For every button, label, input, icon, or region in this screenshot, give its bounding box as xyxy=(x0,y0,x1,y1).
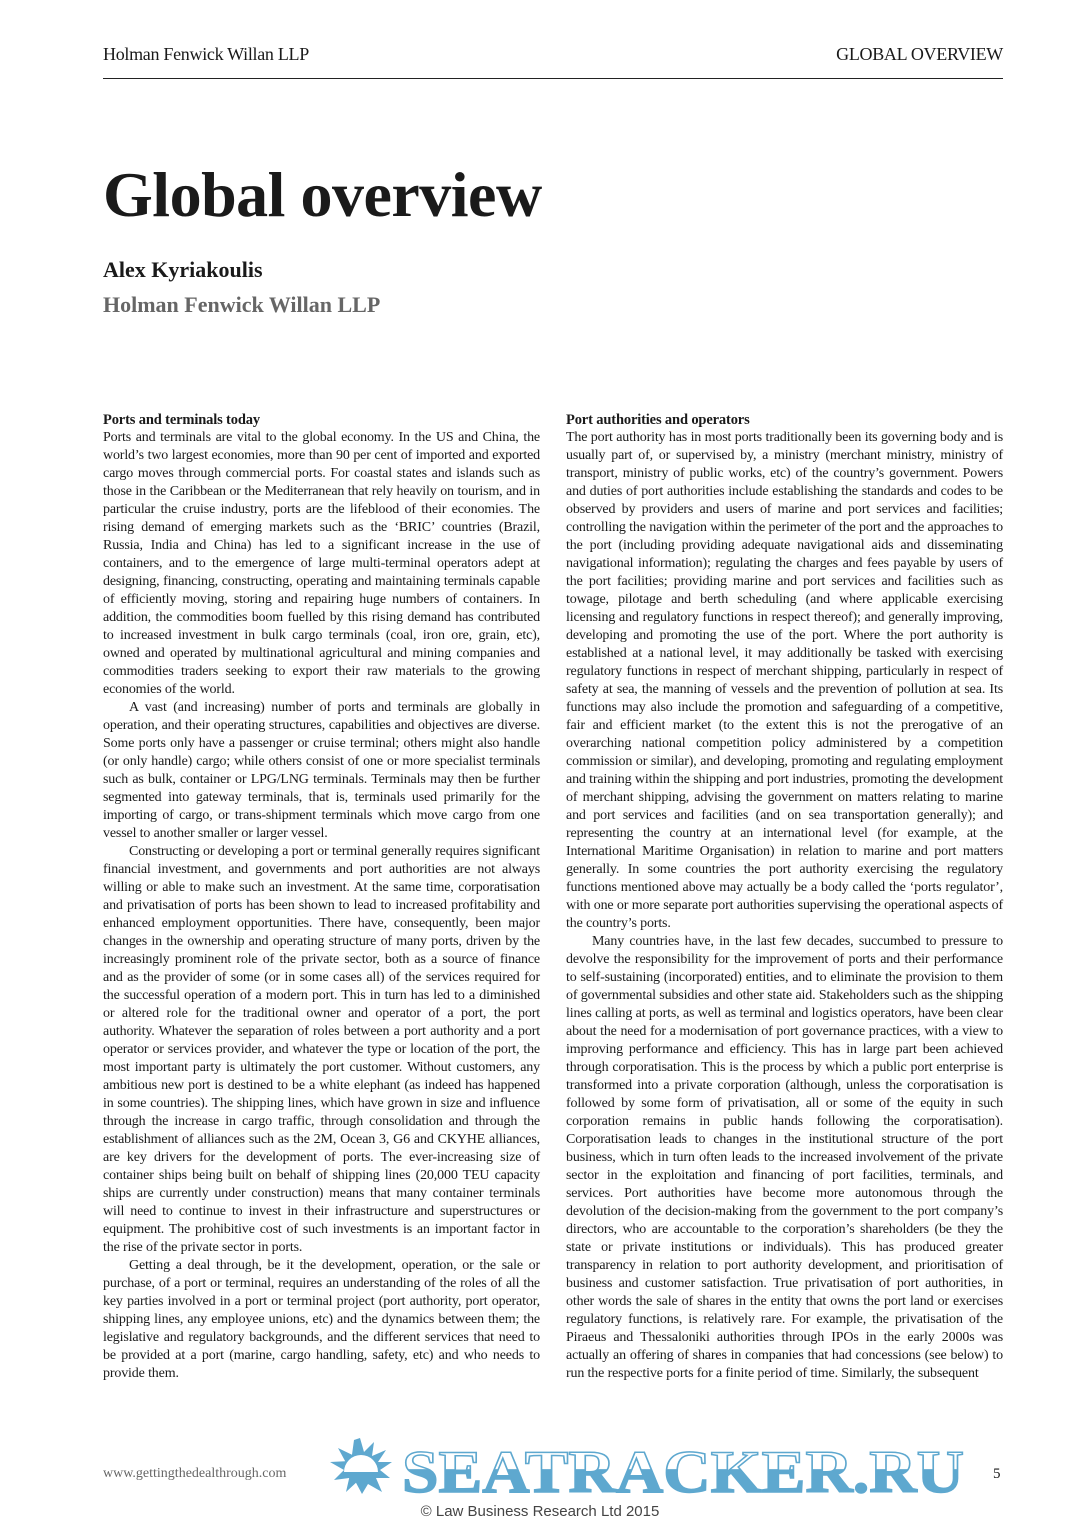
paragraph: Ports and terminals are vital to the global economy. In the US and China, the world’s two largest economies, more than 90 per cent of imported and exported cargo moves through commercial ports. For coastal states and islands such as those in the Caribbean or the Mediterranean that rely heavily on tourism, and in particular the cruise industry, ports are the lifeblood of their economies. The rising demand of emerging markets such as the ‘BRIC’ countries (Brazil, Russia, India and China) has led to a significant increase in the use of containers, and to the emergence of large multi-terminal operators adept at designing, financing, constructing, operating and maintaining terminals capable of efficiently moving, storing and repairing huge numbers of containers. In addition, the commodities boom fuelled by this rising demand has contributed to increased investment in bulk cargo terminals (coal, iron ore, grain, etc), owned and operated by multinational agricultural and mining companies and commodities traders seeking to export their raw materials to the growing economies of the world. xyxy=(103,430,540,697)
copyright: © Law Business Research Ltd 2015 xyxy=(420,1503,660,1520)
paragraph: Constructing or developing a port or terminal generally requires significant financial investment, and governments and port authorities are not always willing or able to make such an investment. At the same time, corporatisation and privatisation of ports has been shown to lead to increased profitability and enhanced employment opportunities. There have, consequently, been major changes in the ownership and operating structure of many ports, driven by the increasingly prominent role of the private sector, both as a source of finance and as the provider of some (or in some cases all) of the services required for the successful operation of a modern port. This in turn has led to a diminished or altered role for the traditional owner and operator of a port, the port authority. Whatever the separation of roles between a port authority and a port operator or services provider, and whatever the type or location of the port, the most important party is ultimately the port customer. Without customers, any ambitious new port is destined to be a white elephant (as indeed has happened in some countries). The shipping lines, which have grown in size and influence through the increase in cargo traffic, through consolidation and through the establishment of alliances such as the 2M, Ocean 3, G6 and CKYHE alliances, are key drivers for the development of ports. The ever-increasing size of container ships being built on behalf of shipping lines (20,000 TEU capacity ships are currently under construction) means that many container terminals will need to continue to invest in their infrastructure and superstructures or equipment. The prohibitive cost of such investments is an important factor in the rise of the private sector in ports. xyxy=(103,844,540,1255)
watermark xyxy=(330,1438,970,1496)
section-heading: Ports and terminals today xyxy=(103,412,260,428)
paragraph: A vast (and increasing) number of ports and terminals are globally in operation, and their operating structures, capabilities and objectives are diverse. Some ports only have a passenger or cruise terminal; others might also handle (or only handle) cargo; while others consist of one or more specialist terminals such as bulk, container or LPG/LNG terminals. Terminals may then be further segmented into gateway terminals, that is, terminals used primarily for the importing of cargo, or trans-shipment terminals which move cargo from one vessel to another smaller or larger vessel. xyxy=(103,700,540,841)
header-rule xyxy=(103,78,1003,79)
watermark-text: SEATRACKER.RU xyxy=(402,1439,964,1496)
left-column xyxy=(103,411,540,1383)
author-firm: Holman Fenwick Willan LLP xyxy=(103,292,381,317)
author-name: Alex Kyriakoulis xyxy=(103,257,263,282)
page-number: 5 xyxy=(993,1466,1001,1482)
footer-url[interactable]: www.gettingthedealthrough.com xyxy=(103,1466,287,1481)
paragraph: Many countries have, in the last few decades, succumbed to pressure to devolve the responsibility for the improvement of ports and their performance to self-sustaining (incorporated) entities, and to eliminate the provision to them of governmental subsidies and other state aid. Stakeholders such as the shipping lines calling at ports, as well as terminal and logistics operators, have been clear about the need for a modernisation of port governance practices, with a view to improving performance and efficiency. This has in large part been achieved through corporatisation. This is the process by which a public port enterprise is transformed into a private corporation (although, unless the corporatisation is followed by some form of privatisation, all or some of the equity in such corporation remains in public hands following the corporatisation). Corporatisation leads to changes in the institutional structure of the port business, which in turn often leads to the increased involvement of the private sector in the exploitation and financing of port facilities, terminals, and services. Port authorities have become more autonomous through the devolution of the decision-making from the government to the port company’s directors, who are accountable to the corporation’s shareholders (be they the state or private institutions or individuals). This has produced greater transparency in relation to port authority development, and prioritisation of business and customer satisfaction. True privatisation of port authorities, in other words the sale of shares in the entity that owns the port land or exercises regulatory functions, is relatively rare. For example, the privatisation of the Piraeus and Thessaloniki authorities through IPOs in the early 2000s was actually an offering of shares in companies that had concessions (see below) to run the respective ports for a finite period of time. Similarly, the subsequent xyxy=(566,934,1003,1381)
running-header-section: GLOBAL OVERVIEW xyxy=(836,44,1003,64)
paragraph: The port authority has in most ports traditionally been its governing body and is usually part of, or supervised by, a ministry (merchant ministry, ministry of transport, ministry of public works, etc) of the country’s government. Powers and duties of port authorities include establishing the standards and codes to be observed by providers and users of marine and port services and facilities; controlling the navigation within the perimeter of the port and the approaches to the port (including providing adequate navigational aids and disseminating navigational information); regulating the charges and fees payable by users of the port facilities; providing marine and port services and facilities such as towage, pilotage and berth scheduling (and where applicable exercising licensing and regulatory functions in respect thereof); and generally improving, developing and promoting the use of the port. Where the port authority is established at a national level, it may additionally be tasked with exercising regulatory functions in respect of merchant shipping, particularly in respect of safety at sea, the manning of vessels and the prevention of pollution at sea. Its functions may also include the promotion and safeguarding of a competitive, fair and efficient market (to the extent this is not the prerogative of an overarching national competition policy administered by a competition commission or similar), and developing, promoting and regulating employment and training within the shipping and port industries, promoting the development of merchant shipping, advising the government on matters relating to marine and port services and facilities (and on sea transportation generally); and representing the country at an international level (for example, at the International Maritime Organisation) in relation to marine and port matters generally. In some countries the port authority exercising the regulatory functions mentioned above may actually be a body called the ‘ports regulator’, with one or more separate port authorities supervising the operational aspects of the country’s ports. xyxy=(566,430,1003,931)
running-header-firm: Holman Fenwick Willan LLP xyxy=(103,44,309,64)
page-title: Global overview xyxy=(103,159,542,230)
right-column xyxy=(566,411,1003,1383)
paragraph: Getting a deal through, be it the development, operation, or the sale or purchase, of a port or terminal, requires an understanding of the roles of all the key parties involved in a port or terminal project (port authority, port operator, shipping lines, any employee unions, etc) and the dynamics between them; the legislative and regulatory backgrounds, and the different services that need to be provided at a port (marine, cargo handling, safety, etc) and who needs to provide them. xyxy=(103,1258,540,1381)
sun-icon xyxy=(330,1438,392,1494)
section-heading: Port authorities and operators xyxy=(566,412,750,428)
